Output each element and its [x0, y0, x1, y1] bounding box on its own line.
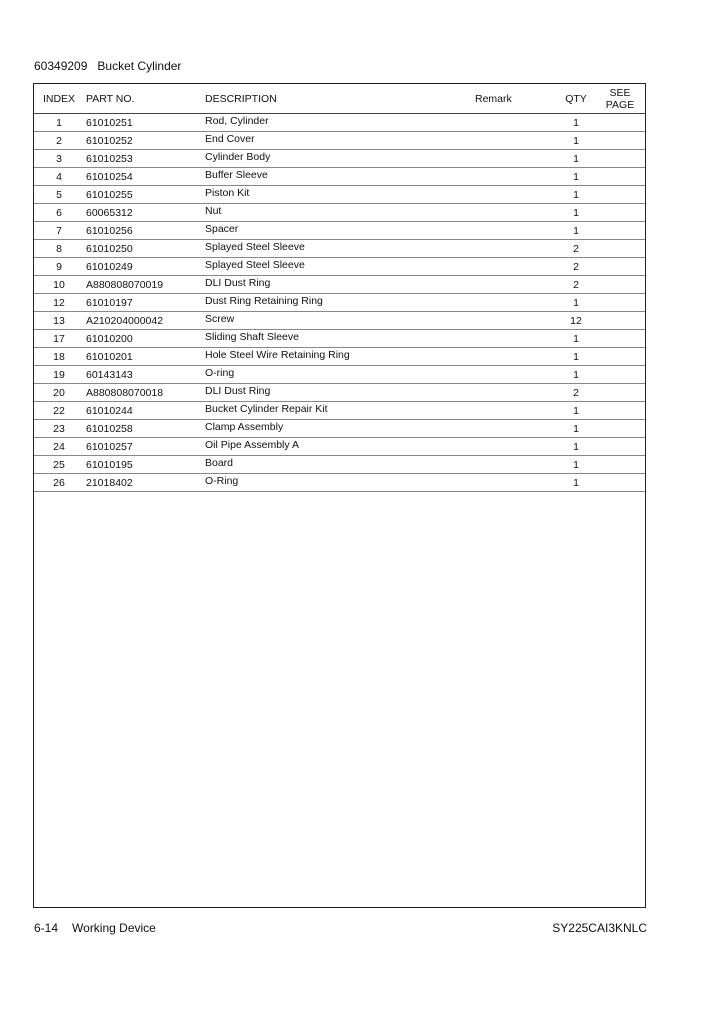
- cell-see-page: [595, 168, 645, 186]
- cell-remark: [475, 312, 557, 330]
- cell-index: 22: [34, 402, 84, 420]
- section-name: Working Device: [72, 921, 156, 935]
- cell-index: 10: [34, 276, 84, 294]
- parts-table-frame: [33, 83, 646, 908]
- cell-qty: 1: [557, 456, 595, 474]
- cell-part-no: 60065312: [84, 204, 205, 222]
- cell-description: Piston Kit: [205, 186, 475, 204]
- cell-description: Bucket Cylinder Repair Kit: [205, 402, 475, 420]
- table-row: [34, 294, 645, 312]
- cell-qty: 2: [557, 276, 595, 294]
- table-row: [34, 420, 645, 438]
- table-row: [34, 258, 645, 276]
- table-row: [34, 474, 645, 492]
- cell-remark: [475, 366, 557, 384]
- page-footer-left: [34, 921, 156, 935]
- cell-index: 1: [34, 114, 84, 132]
- cell-part-no: 61010195: [84, 456, 205, 474]
- cell-qty: 1: [557, 294, 595, 312]
- cell-qty: 1: [557, 366, 595, 384]
- cell-description: Sliding Shaft Sleeve: [205, 330, 475, 348]
- cell-qty: 1: [557, 438, 595, 456]
- cell-qty: 1: [557, 330, 595, 348]
- cell-remark: [475, 276, 557, 294]
- cell-description: Spacer: [205, 222, 475, 240]
- cell-index: 2: [34, 132, 84, 150]
- cell-index: 23: [34, 420, 84, 438]
- cell-see-page: [595, 258, 645, 276]
- cell-qty: 1: [557, 132, 595, 150]
- cell-remark: [475, 114, 557, 132]
- cell-index: 5: [34, 186, 84, 204]
- cell-remark: [475, 348, 557, 366]
- cell-see-page: [595, 276, 645, 294]
- table-row: [34, 438, 645, 456]
- cell-part-no: 61010197: [84, 294, 205, 312]
- cell-description: Board: [205, 456, 475, 474]
- cell-part-no: 61010252: [84, 132, 205, 150]
- cell-see-page: [595, 132, 645, 150]
- cell-see-page: [595, 474, 645, 492]
- cell-qty: 1: [557, 474, 595, 492]
- cell-index: 8: [34, 240, 84, 258]
- table-row: [34, 402, 645, 420]
- cell-see-page: [595, 402, 645, 420]
- cell-see-page: [595, 456, 645, 474]
- page-number: 6-14: [34, 921, 59, 935]
- table-row: [34, 150, 645, 168]
- table-row: [34, 330, 645, 348]
- table-row: [34, 186, 645, 204]
- cell-part-no: A880808070018: [84, 384, 205, 402]
- cell-see-page: [595, 294, 645, 312]
- cell-part-no: 60143143: [84, 366, 205, 384]
- cell-qty: 1: [557, 402, 595, 420]
- table-row: [34, 276, 645, 294]
- table-row: [34, 222, 645, 240]
- cell-index: 4: [34, 168, 84, 186]
- cell-qty: 1: [557, 222, 595, 240]
- cell-see-page: [595, 420, 645, 438]
- cell-part-no: 61010250: [84, 240, 205, 258]
- column-header-index: INDEX: [34, 84, 84, 114]
- table-row: [34, 114, 645, 132]
- cell-see-page: [595, 240, 645, 258]
- cell-remark: [475, 150, 557, 168]
- cell-description: Splayed Steel Sleeve: [205, 240, 475, 258]
- cell-qty: 1: [557, 168, 595, 186]
- cell-part-no: 61010249: [84, 258, 205, 276]
- cell-part-no: 61010257: [84, 438, 205, 456]
- cell-remark: [475, 258, 557, 276]
- cell-description: Clamp Assembly: [205, 420, 475, 438]
- model-code: SY225CAI3KNLC: [552, 921, 647, 935]
- cell-remark: [475, 438, 557, 456]
- cell-part-no: 61010244: [84, 402, 205, 420]
- cell-index: 6: [34, 204, 84, 222]
- cell-part-no: 61010255: [84, 186, 205, 204]
- cell-description: O-Ring: [205, 474, 475, 492]
- cell-qty: 2: [557, 258, 595, 276]
- cell-part-no: 61010258: [84, 420, 205, 438]
- cell-see-page: [595, 222, 645, 240]
- column-header-see-page: SEE PAGE: [595, 84, 645, 114]
- cell-qty: 2: [557, 240, 595, 258]
- cell-index: 9: [34, 258, 84, 276]
- cell-see-page: [595, 186, 645, 204]
- cell-index: 7: [34, 222, 84, 240]
- table-row: [34, 366, 645, 384]
- cell-qty: 1: [557, 150, 595, 168]
- cell-part-no: A210204000042: [84, 312, 205, 330]
- parts-table-body: [34, 114, 645, 492]
- cell-see-page: [595, 330, 645, 348]
- cell-see-page: [595, 366, 645, 384]
- table-header-row: [34, 84, 645, 114]
- table-row: [34, 132, 645, 150]
- cell-qty: 12: [557, 312, 595, 330]
- table-row: [34, 348, 645, 366]
- column-header-description: DESCRIPTION: [205, 84, 475, 114]
- cell-description: Screw: [205, 312, 475, 330]
- cell-remark: [475, 294, 557, 312]
- cell-part-no: A880808070019: [84, 276, 205, 294]
- cell-index: 17: [34, 330, 84, 348]
- cell-remark: [475, 402, 557, 420]
- cell-description: Rod, Cylinder: [205, 114, 475, 132]
- cell-description: Splayed Steel Sleeve: [205, 258, 475, 276]
- cell-index: 13: [34, 312, 84, 330]
- table-row: [34, 456, 645, 474]
- cell-remark: [475, 132, 557, 150]
- cell-remark: [475, 222, 557, 240]
- cell-index: 12: [34, 294, 84, 312]
- cell-index: 19: [34, 366, 84, 384]
- page-title: [34, 59, 181, 73]
- cell-index: 18: [34, 348, 84, 366]
- column-header-remark: Remark: [475, 84, 557, 114]
- cell-description: Hole Steel Wire Retaining Ring: [205, 348, 475, 366]
- cell-index: 25: [34, 456, 84, 474]
- cell-part-no: 61010253: [84, 150, 205, 168]
- cell-description: End Cover: [205, 132, 475, 150]
- cell-qty: 2: [557, 384, 595, 402]
- cell-qty: 1: [557, 114, 595, 132]
- cell-remark: [475, 204, 557, 222]
- cell-part-no: 61010254: [84, 168, 205, 186]
- cell-description: Nut: [205, 204, 475, 222]
- cell-description: DLI Dust Ring: [205, 384, 475, 402]
- cell-see-page: [595, 438, 645, 456]
- column-header-part-no: PART NO.: [84, 84, 205, 114]
- cell-remark: [475, 240, 557, 258]
- parts-table: [34, 84, 645, 492]
- cell-remark: [475, 474, 557, 492]
- cell-see-page: [595, 114, 645, 132]
- cell-remark: [475, 456, 557, 474]
- assembly-code: 60349209: [34, 59, 88, 73]
- cell-remark: [475, 186, 557, 204]
- cell-qty: 1: [557, 186, 595, 204]
- cell-index: 24: [34, 438, 84, 456]
- table-row: [34, 312, 645, 330]
- cell-description: Dust Ring Retaining Ring: [205, 294, 475, 312]
- cell-see-page: [595, 150, 645, 168]
- cell-index: 3: [34, 150, 84, 168]
- table-row: [34, 240, 645, 258]
- cell-part-no: 61010256: [84, 222, 205, 240]
- table-row: [34, 168, 645, 186]
- cell-qty: 1: [557, 420, 595, 438]
- cell-part-no: 21018402: [84, 474, 205, 492]
- cell-part-no: 61010251: [84, 114, 205, 132]
- cell-see-page: [595, 204, 645, 222]
- cell-see-page: [595, 312, 645, 330]
- assembly-title: Bucket Cylinder: [97, 59, 182, 73]
- cell-description: O-ring: [205, 366, 475, 384]
- cell-description: DLI Dust Ring: [205, 276, 475, 294]
- cell-description: Oil Pipe Assembly A: [205, 438, 475, 456]
- cell-description: Buffer Sleeve: [205, 168, 475, 186]
- cell-part-no: 61010201: [84, 348, 205, 366]
- cell-index: 26: [34, 474, 84, 492]
- cell-remark: [475, 168, 557, 186]
- cell-see-page: [595, 384, 645, 402]
- cell-remark: [475, 384, 557, 402]
- cell-remark: [475, 330, 557, 348]
- cell-see-page: [595, 348, 645, 366]
- cell-remark: [475, 420, 557, 438]
- cell-index: 20: [34, 384, 84, 402]
- column-header-qty: QTY: [557, 84, 595, 114]
- cell-qty: 1: [557, 348, 595, 366]
- cell-description: Cylinder Body: [205, 150, 475, 168]
- cell-part-no: 61010200: [84, 330, 205, 348]
- table-row: [34, 204, 645, 222]
- cell-qty: 1: [557, 204, 595, 222]
- table-row: [34, 384, 645, 402]
